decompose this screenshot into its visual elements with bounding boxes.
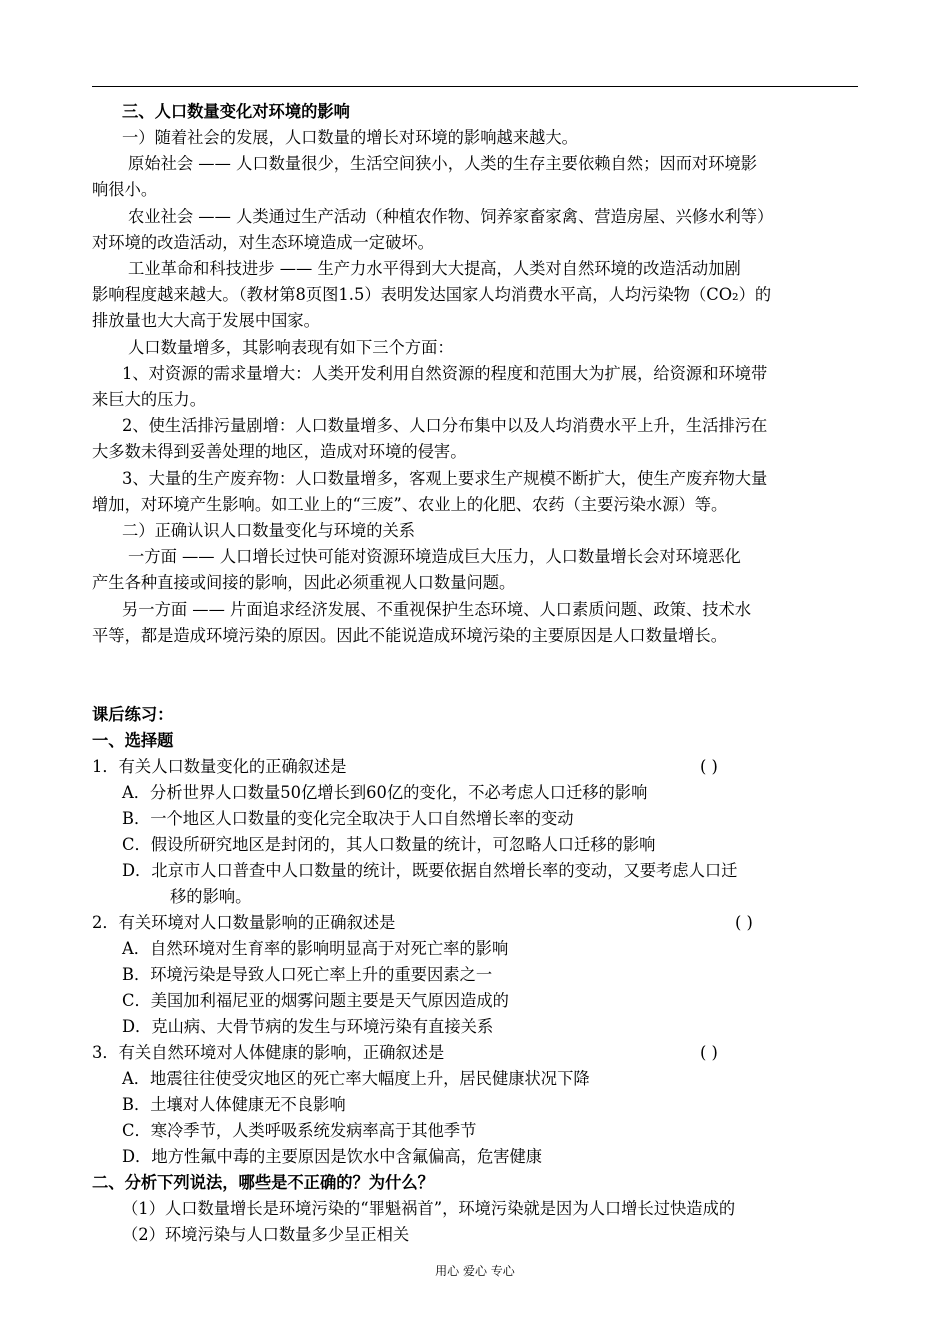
statement-2: （2）环境污染与人口数量多少呈正相关 (122, 1225, 410, 1244)
header-rule (92, 86, 858, 87)
industrial-revolution-line-1: 工业革命和科技进步 —— 生产力水平得到大大提高，人类对自然环境的改造活动加剧 (128, 259, 741, 278)
point-3-line-1: 3、大量的生产废弃物：人口数量增多，客观上要求生产规模不断扩大，使生产废弃物大量 (122, 469, 768, 488)
other-hand-line-1: 另一方面 —— 片面追求经济发展、不重视保护生态环境、人口素质问题、政策、技术水 (122, 600, 752, 619)
question-2: 2．有关环境对人口数量影响的正确叙述是 (92, 913, 396, 932)
question-2-option-c: C．美国加利福尼亚的烟雾问题主要是天气原因造成的 (122, 991, 509, 1010)
question-1-option-c: C．假设所研究地区是封闭的，其人口数量的统计，可忽略人口迁移的影响 (122, 835, 656, 854)
question-1-option-d-line-1: D．北京市人口普查中人口数量的统计，既要依据自然增长率的变动，又要考虑人口迁 (122, 861, 738, 880)
question-1: 1．有关人口数量变化的正确叙述是 (92, 757, 347, 776)
question-2-option-b: B．环境污染是导致人口死亡率上升的重要因素之一 (122, 965, 493, 984)
point-1-line-1: 1、对资源的需求量增大：人类开发利用自然资源的程度和范围大为扩展，给资源和环境带 (122, 364, 768, 383)
industrial-revolution-line-3: 排放量也大大高于发展中国家。 (92, 311, 320, 330)
primitive-society-line-1: 原始社会 —— 人口数量很少，生活空间狭小，人类的生存主要依赖自然；因而对环境影 (128, 154, 758, 173)
industrial-revolution-line-2: 影响程度越来越大。（教材第8页图1.5）表明发达国家人均消费水平高，人均污染物（CO₂）的 (92, 285, 772, 304)
question-1-option-b: B．一个地区人口数量的变化完全取决于人口自然增长率的变动 (122, 809, 574, 828)
answer-parentheses-q2: ( ) (735, 913, 753, 932)
one-hand-line-1: 一方面 —— 人口增长过快可能对资源环境造成巨大压力，人口数量增长会对环境恶化 (128, 547, 741, 566)
exercise-title: 课后练习： (92, 705, 174, 724)
subsection-1-heading: 一）随着社会的发展，人口数量的增长对环境的影响越来越大。 (122, 128, 578, 147)
question-3-option-b: B．土壤对人体健康无不良影响 (122, 1095, 346, 1114)
one-hand-line-2: 产生各种直接或间接的影响，因此必须重视人口数量问题。 (92, 573, 516, 592)
question-3-option-a: A．地震往往使受灾地区的死亡率大幅度上升，居民健康状况下降 (122, 1069, 590, 1088)
subsection-2-heading: 二）正确认识人口数量变化与环境的关系 (122, 521, 416, 540)
question-2-option-a: A．自然环境对生育率的影响明显高于对死亡率的影响 (122, 939, 509, 958)
answer-parentheses-q3: ( ) (700, 1043, 718, 1062)
agricultural-society-line-2: 对环境的改造活动，对生态环境造成一定破坏。 (92, 233, 434, 252)
other-hand-line-2: 平等，都是造成环境污染的原因。因此不能说造成环境污染的主要原因是人口数量增长。 (92, 626, 727, 645)
agricultural-society-line-1: 农业社会 —— 人类通过生产活动（种植农作物、饲养家畜家禽、营造房屋、兴修水利等） (128, 207, 774, 226)
point-2-line-1: 2、使生活排污量剧增：人口数量增多、人口分布集中以及人均消费水平上升，生活排污在 (122, 416, 768, 435)
section-heading: 三、人口数量变化对环境的影响 (122, 102, 350, 121)
multiple-choice-heading: 一、选择题 (92, 731, 174, 750)
point-1-line-2: 来巨大的压力。 (92, 390, 206, 409)
question-3-option-c: C．寒冷季节，人类呼吸系统发病率高于其他季节 (122, 1121, 477, 1140)
question-2-option-d: D．克山病、大骨节病的发生与环境污染有直接关系 (122, 1017, 494, 1036)
question-3: 3．有关自然环境对人体健康的影响，正确叙述是 (92, 1043, 445, 1062)
answer-parentheses-q1: ( ) (700, 757, 718, 776)
statement-1: （1）人口数量增长是环境污染的“罪魁祸首”，环境污染就是因为人口增长过快造成的 (122, 1199, 736, 1218)
point-2-line-2: 大多数未得到妥善处理的地区，造成对环境的侵害。 (92, 442, 467, 461)
question-1-option-a: A．分析世界人口数量50亿增长到60亿的变化，不必考虑人口迁移的影响 (122, 783, 648, 802)
question-1-option-d-line-2: 移的影响。 (170, 887, 252, 906)
analysis-heading: 二、分析下列说法，哪些是不正确的？为什么？ (92, 1173, 434, 1192)
population-increase-intro: 人口数量增多，其影响表现有如下三个方面： (128, 338, 454, 357)
page-footer: 用心 爱心 专心 (435, 1264, 515, 1278)
primitive-society-line-2: 响很小。 (92, 180, 158, 199)
question-3-option-d: D．地方性氟中毒的主要原因是饮水中含氟偏高，危害健康 (122, 1147, 543, 1166)
point-3-line-2: 增加，对环境产生影响。如工业上的“三废”、农业上的化肥、农药（主要污染水源）等。 (92, 495, 728, 514)
